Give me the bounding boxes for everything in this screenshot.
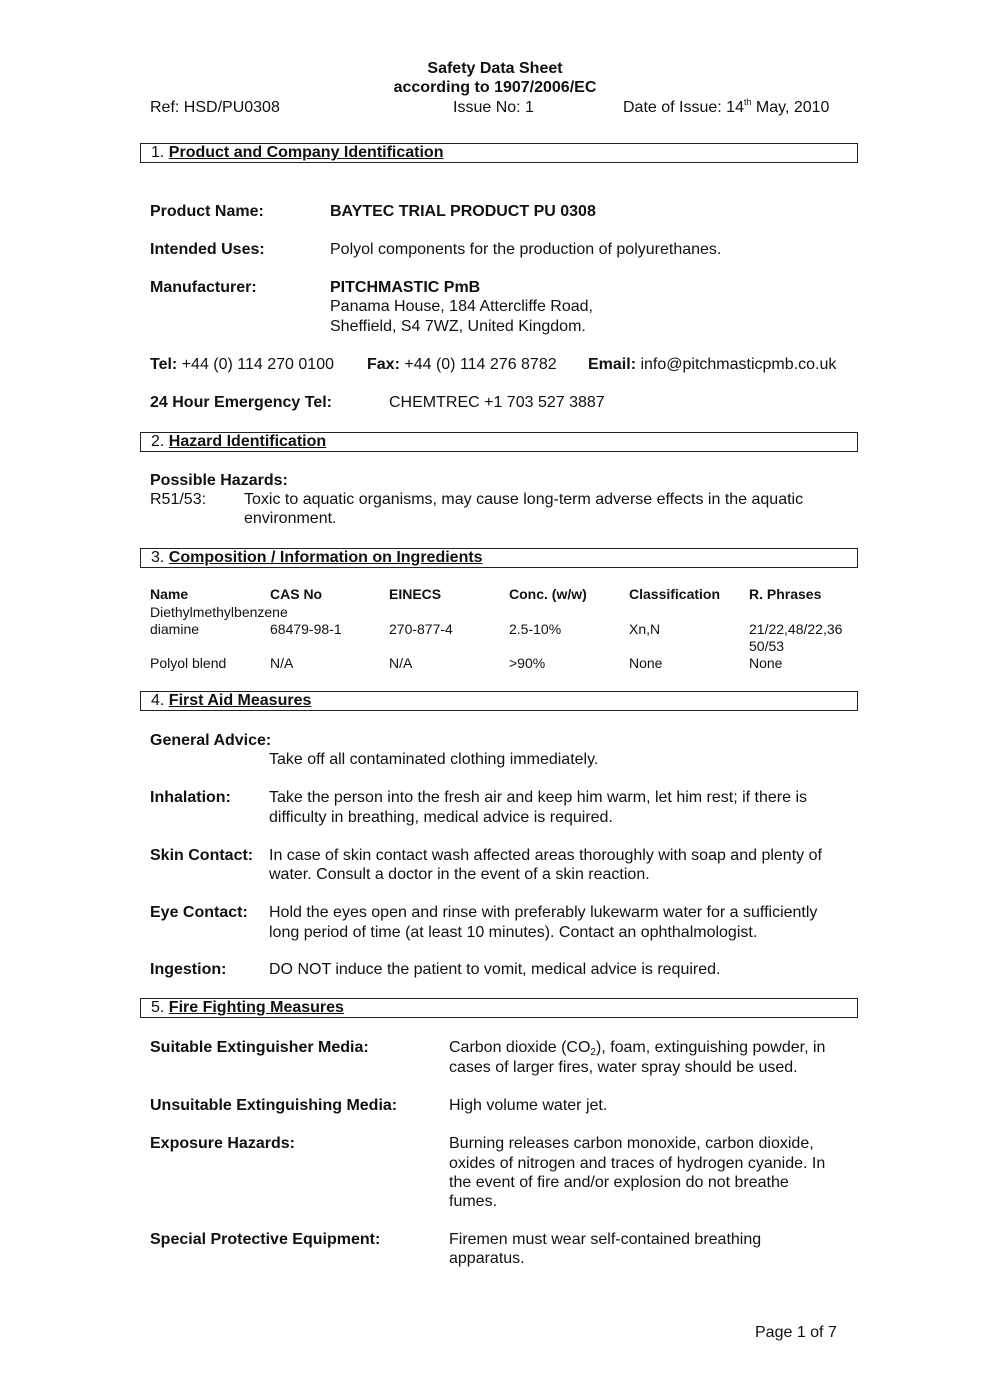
- section-4-number: 4.: [151, 692, 165, 709]
- row2-classification: None: [629, 655, 663, 671]
- document-title: Safety Data Sheet: [427, 60, 563, 77]
- row1-name-line1: Diethylmethylbenzene: [150, 604, 288, 620]
- row1-conc: 2.5-10%: [509, 621, 562, 637]
- document-subtitle: according to 1907/2006/EC: [393, 79, 597, 96]
- emergency-tel-value: CHEMTREC +1 703 527 3887: [389, 394, 605, 411]
- risk-phrase-text-line2: environment.: [244, 510, 337, 527]
- exposure-hazards-label: Exposure Hazards:: [150, 1135, 295, 1152]
- suitable-media-label: Suitable Extinguisher Media:: [150, 1039, 369, 1056]
- row1-classification: Xn,N: [629, 621, 661, 637]
- manufacturer-name: PITCHMASTIC PmB: [330, 279, 481, 296]
- manufacturer-label: Manufacturer:: [150, 279, 257, 296]
- fax-label: Fax:: [367, 356, 400, 373]
- general-advice-label: General Advice:: [150, 732, 272, 749]
- product-name-value: BAYTEC TRIAL PRODUCT PU 0308: [330, 203, 596, 220]
- row1-name-line2: diamine: [150, 621, 200, 637]
- fax: [367, 356, 557, 374]
- exposure-hazards-line4: fumes.: [449, 1193, 498, 1210]
- row1-r-phrases-line2: 50/53: [749, 638, 785, 654]
- issue-number: Issue No: 1: [453, 99, 534, 116]
- section-2-header: [140, 432, 858, 452]
- row1-einecs: 270-877-4: [389, 621, 453, 637]
- column-header-cas: CAS No: [270, 586, 323, 602]
- telephone: [150, 356, 334, 374]
- issue-date-sup: th: [743, 97, 752, 107]
- row2-name: Polyol blend: [150, 655, 227, 671]
- unsuitable-media-text: High volume water jet.: [449, 1097, 608, 1114]
- co2-subscript: 2: [590, 1047, 596, 1058]
- ingestion-label: Ingestion:: [150, 961, 227, 978]
- suitable-media-text-line2: cases of larger fires, water spray should be used.: [449, 1059, 798, 1076]
- risk-phrase-code: R51/53:: [150, 491, 207, 508]
- special-equipment-label: Special Protective Equipment:: [150, 1231, 381, 1248]
- manufacturer-address-line1: Panama House, 184 Attercliffe Road,: [330, 298, 593, 315]
- intended-uses-label: Intended Uses:: [150, 241, 265, 258]
- general-advice-text: Take off all contaminated clothing immediately.: [269, 751, 599, 768]
- ingestion-text: DO NOT induce the patient to vomit, medical advice is required.: [269, 961, 721, 978]
- risk-phrase-text-line1: Toxic to aquatic organisms, may cause long-term adverse effects in the aquatic: [244, 491, 804, 508]
- exposure-hazards-line2: oxides of nitrogen and traces of hydrogen cyanide. In: [449, 1155, 826, 1172]
- product-name-label: Product Name:: [150, 203, 264, 220]
- skin-contact-text-line2: water. Consult a doctor in the event of a skin reaction.: [269, 866, 650, 883]
- column-header-conc: Conc. (w/w): [509, 586, 587, 602]
- row2-conc: >90%: [509, 655, 546, 671]
- fax-value: +44 (0) 114 276 8782: [399, 356, 557, 373]
- skin-contact-text-line1: In case of skin contact wash affected areas thoroughly with soap and plenty of: [269, 847, 822, 864]
- emergency-tel-label: 24 Hour Emergency Tel:: [150, 394, 332, 411]
- column-header-name: Name: [150, 586, 189, 602]
- eye-contact-text-line1: Hold the eyes open and rinse with preferably lukewarm water for a sufficiently: [269, 904, 818, 921]
- issue-date-suffix: May, 2010: [751, 99, 830, 116]
- special-equipment-line1: Firemen must wear self-contained breathing: [449, 1231, 762, 1248]
- email: [588, 356, 836, 374]
- inhalation-label: Inhalation:: [150, 789, 231, 806]
- possible-hazards-label: Possible Hazards:: [150, 472, 288, 489]
- section-1-header: [140, 143, 858, 163]
- email-value: info@pitchmasticpmb.co.uk: [636, 356, 837, 373]
- section-3-header: [140, 548, 858, 568]
- column-header-r-phrases: R. Phrases: [749, 586, 822, 602]
- page-number: Page 1 of 7: [755, 1324, 837, 1341]
- suitable-media-text-line1: [449, 1039, 825, 1057]
- tel-label: Tel:: [150, 356, 178, 373]
- exposure-hazards-line3: the event of fire and/or explosion do not breathe: [449, 1174, 789, 1191]
- email-label: Email:: [588, 356, 637, 373]
- issue-date-prefix: Date of Issue: 14: [623, 99, 744, 116]
- section-5-title: Fire Fighting Measures: [168, 999, 344, 1016]
- column-header-einecs: EINECS: [389, 586, 442, 602]
- skin-contact-label: Skin Contact:: [150, 847, 254, 864]
- ref-number: Ref: HSD/PU0308: [150, 99, 280, 116]
- section-3-title: Composition / Information on Ingredients: [168, 549, 483, 566]
- row2-cas: N/A: [270, 655, 294, 671]
- suitable-media-post: ), foam, extinguishing powder, in: [595, 1039, 826, 1056]
- inhalation-text-line2: difficulty in breathing, medical advice is required.: [269, 809, 613, 826]
- exposure-hazards-line1: Burning releases carbon monoxide, carbon dioxide,: [449, 1135, 814, 1152]
- inhalation-text-line1: Take the person into the fresh air and keep him warm, let him rest; if there is: [269, 789, 808, 806]
- suitable-media-pre: Carbon dioxide (CO: [449, 1039, 591, 1056]
- section-3-number: 3.: [151, 549, 165, 566]
- special-equipment-line2: apparatus.: [449, 1250, 525, 1267]
- row1-cas: 68479-98-1: [270, 621, 342, 637]
- eye-contact-label: Eye Contact:: [150, 904, 248, 921]
- section-5-number: 5.: [151, 999, 165, 1016]
- intended-uses-value: Polyol components for the production of polyurethanes.: [330, 241, 722, 258]
- manufacturer-address-line2: Sheffield, S4 7WZ, United Kingdom.: [330, 318, 586, 335]
- section-2-title: Hazard Identification: [168, 433, 327, 450]
- section-2-number: 2.: [151, 433, 165, 450]
- row2-einecs: N/A: [389, 655, 413, 671]
- section-5-header: [140, 998, 858, 1018]
- section-4-title: First Aid Measures: [168, 692, 312, 709]
- column-header-classification: Classification: [629, 586, 721, 602]
- section-1-number: 1.: [151, 144, 165, 161]
- unsuitable-media-label: Unsuitable Extinguishing Media:: [150, 1097, 398, 1114]
- tel-value: +44 (0) 114 270 0100: [177, 356, 334, 373]
- section-1-title: Product and Company Identification: [168, 144, 444, 161]
- row1-r-phrases-line1: 21/22,48/22,36: [749, 621, 843, 637]
- section-4-header: [140, 691, 858, 711]
- eye-contact-text-line2: long period of time (at least 10 minutes). Contact an ophthalmologist.: [269, 924, 758, 941]
- issue-date: [623, 99, 829, 117]
- row2-r-phrases: None: [749, 655, 783, 671]
